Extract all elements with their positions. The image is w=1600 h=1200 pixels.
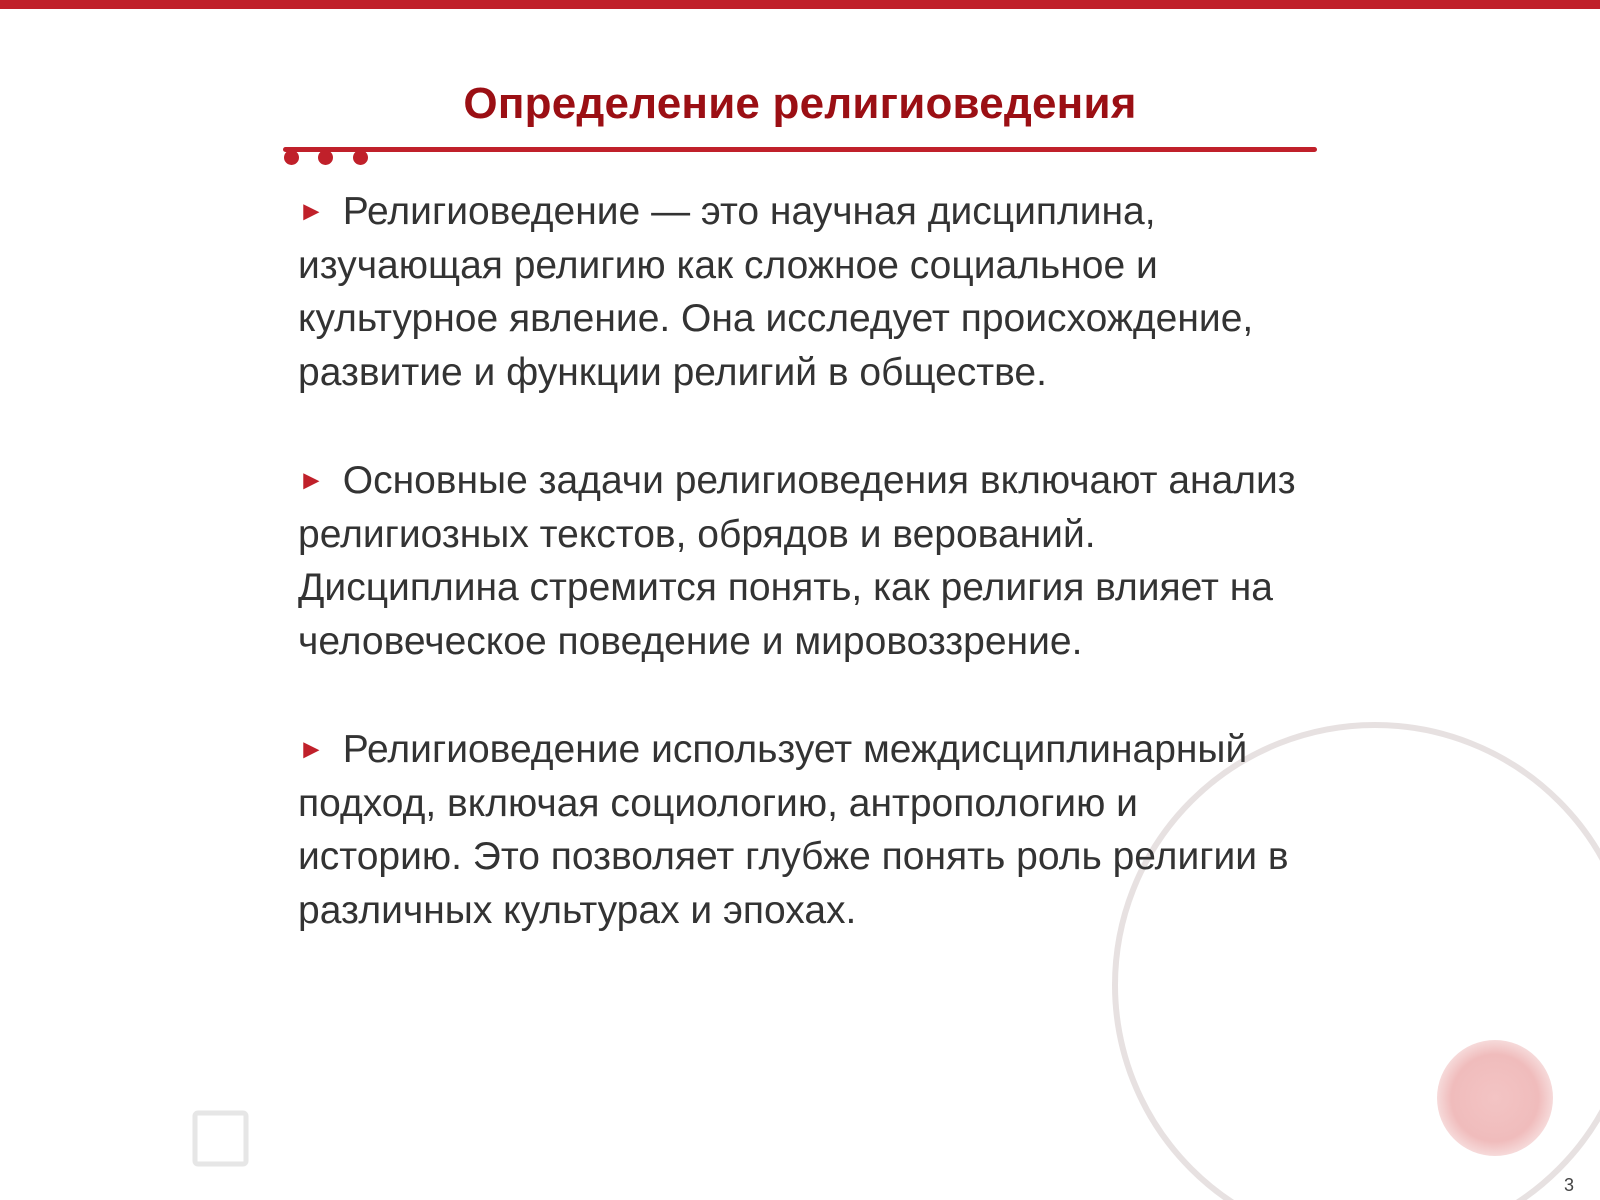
- bullet-text: Религиоведение использует междисциплинарный подход, включая социологию, антропологию и историю. Это позволяет глубже понять роль религии в различных культурах и эпохах.: [298, 728, 1289, 932]
- bullet-text: Основные задачи религиоведения включают анализ религиозных текстов, обрядов и верований. Дисциплина стремится понять, как религия влияет на человеческое поведение и мировоззрение.: [298, 459, 1296, 663]
- triangle-right-icon: ►: [298, 734, 325, 764]
- pink-circle-decoration: [1437, 1040, 1553, 1156]
- page-number: 3: [1563, 1175, 1574, 1195]
- title-dot-1: [284, 150, 299, 165]
- title-underline: [283, 147, 1317, 152]
- square-outline-decoration: [195, 1113, 246, 1164]
- bullet-item: [298, 723, 1308, 937]
- triangle-right-icon: ►: [298, 465, 325, 495]
- bullet-item: [298, 185, 1308, 399]
- bullet-text: Религиоведение — это научная дисциплина, изучающая религию как сложное социальное и культурное явление. Она исследует происхождение, развитие и функции религий в обществе.: [298, 190, 1254, 394]
- title-dot-3: [353, 150, 368, 165]
- bullet-list: [298, 185, 1308, 992]
- title-dot-2: [318, 150, 333, 165]
- bullet-item: [298, 454, 1308, 668]
- slide-title: Определение религиоведения: [463, 79, 1137, 128]
- triangle-right-icon: ►: [298, 196, 325, 226]
